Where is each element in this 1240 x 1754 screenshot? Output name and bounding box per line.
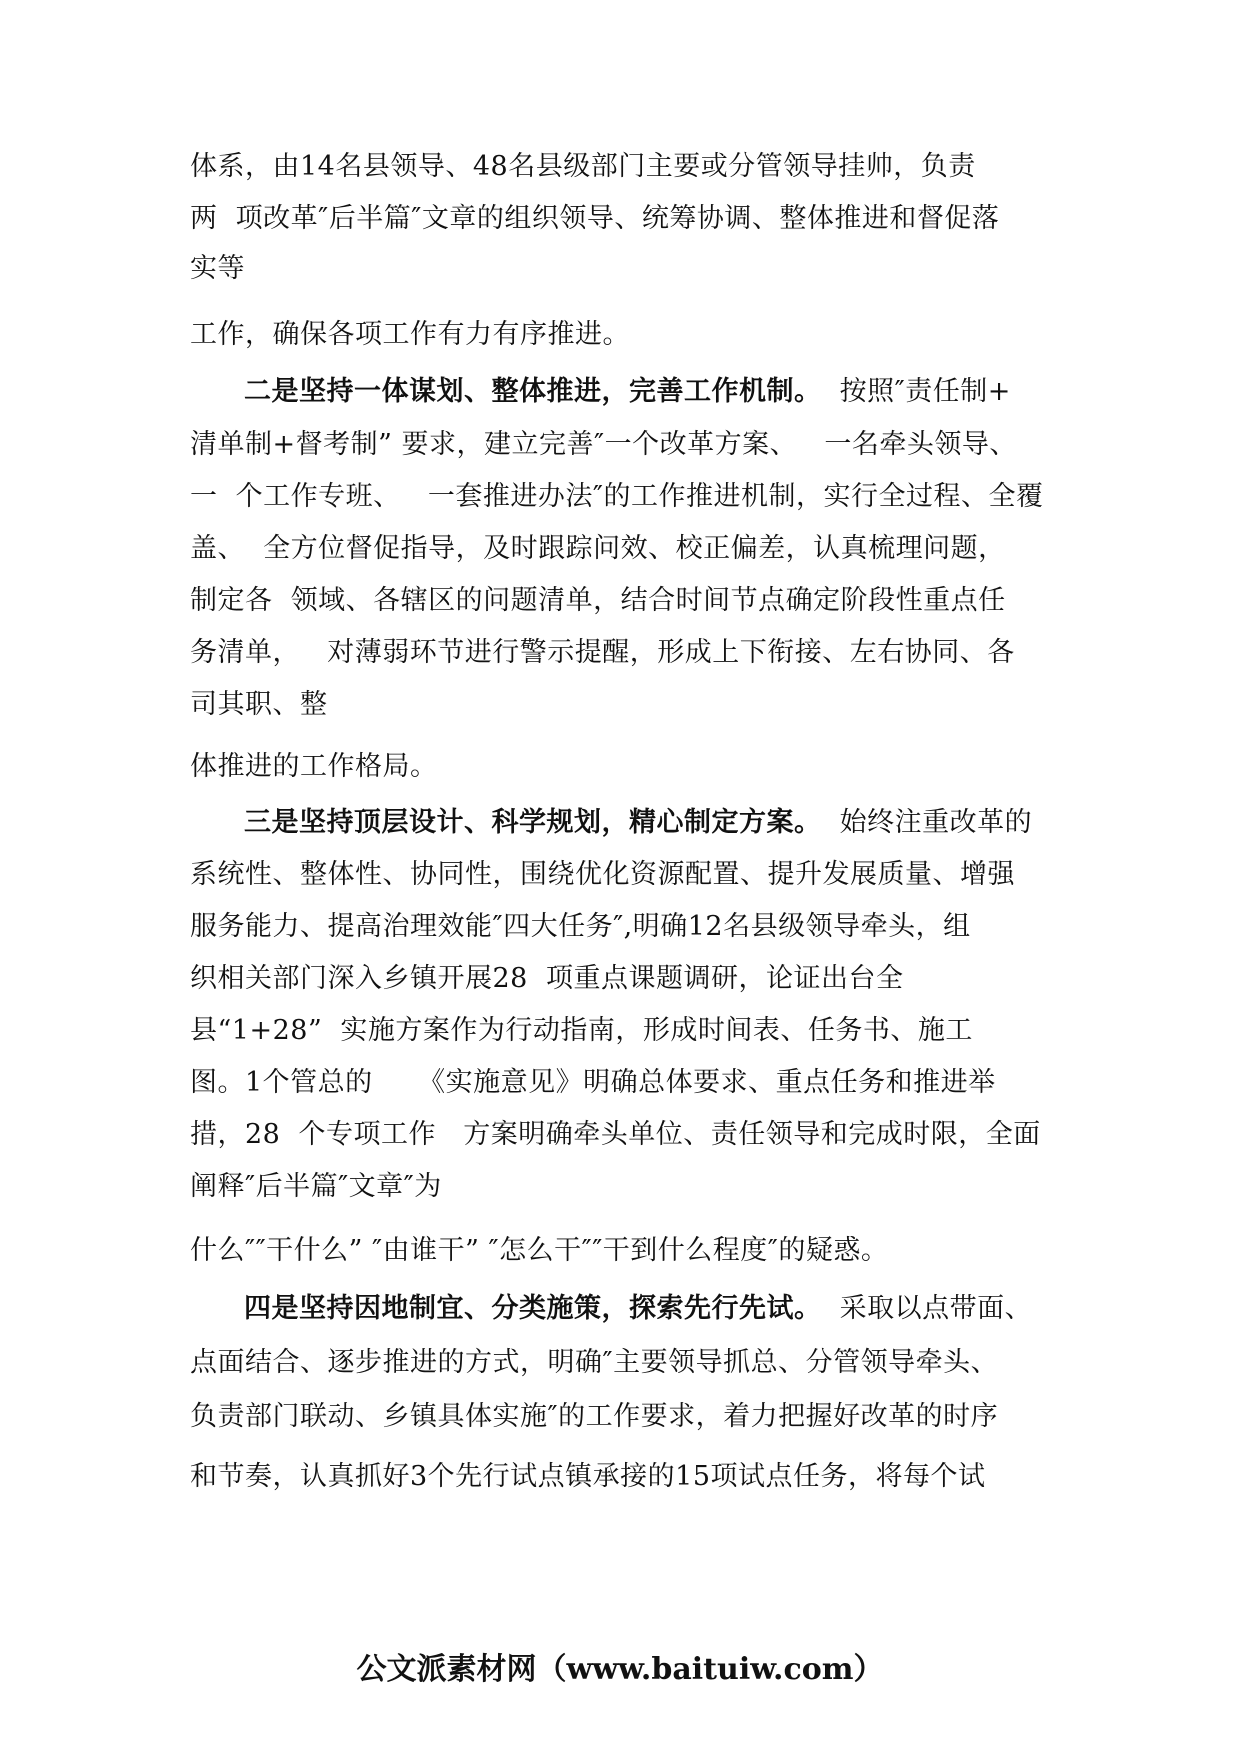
footer-watermark: 公文派素材网（www.baituiw.com） bbox=[356, 1652, 884, 1687]
text-line: 负责部门联动、乡镇具体实施″的工作要求，着力把握好改革的时序 bbox=[190, 1401, 999, 1432]
paragraph-heading-line: 二是坚持一体谋划、整体推进，完善工作机制。 按照″责任制+ bbox=[244, 376, 1011, 407]
text-line: 清单制+督考制” 要求，建立完善″一个改革方案、 一名牵头领导、 bbox=[190, 429, 1017, 460]
text-line: 务清单， 对薄弱环节进行警示提醒，形成上下衔接、左右协同、各 bbox=[190, 637, 1015, 668]
text-line: 工作，确保各项工作有力有序推进。 bbox=[190, 319, 630, 350]
text-line: 实等 bbox=[190, 253, 245, 284]
text-line: 和节奏，认真抓好3个先行试点镇承接的15项试点任务，将每个试 bbox=[190, 1461, 986, 1492]
paragraph-heading-line: 三是坚持顶层设计、科学规划，精心制定方案。 始终注重改革的 bbox=[244, 807, 1033, 838]
paragraph-heading: 四是坚持因地制宜、分类施策，探索先行先试。 bbox=[244, 1293, 822, 1324]
text-line: 系统性、整体性、协同性，围绕优化资源配置、提升发展质量、增强 bbox=[190, 859, 1015, 890]
text-line: 织相关部门深入乡镇开展28 项重点课题调研，论证出台全 bbox=[190, 963, 904, 994]
text-line: 什么″″干什么” ″由谁干” ″怎么干″″干到什么程度″的疑惑。 bbox=[190, 1235, 889, 1266]
text-line: 措，28 个专项工作 方案明确牵头单位、责任领导和完成时限，全面 bbox=[190, 1119, 1041, 1150]
paragraph-heading: 二是坚持一体谋划、整体推进，完善工作机制。 bbox=[244, 376, 822, 407]
text-line: 服务能力、提高治理效能″四大任务″,明确12名县级领导牵头，组 bbox=[190, 911, 971, 942]
text-line: 制定各 领域、各辖区的问题清单，结合时间节点确定阶段性重点任 bbox=[190, 585, 1006, 616]
text-line: 阐释″后半篇″文章″为 bbox=[190, 1171, 442, 1202]
text-line: 体推进的工作格局。 bbox=[190, 751, 438, 782]
paragraph-heading: 三是坚持顶层设计、科学规划，精心制定方案。 bbox=[244, 807, 822, 838]
text-line: 司其职、整 bbox=[190, 689, 328, 720]
text-line: 两 项改革″后半篇″文章的组织领导、统筹协调、整体推进和督促落 bbox=[190, 203, 1000, 234]
text-line: 图。1个管总的 《实施意见》明确总体要求、重点任务和推进举 bbox=[190, 1067, 996, 1098]
text-line: 体系，由14名县领导、48名县级部门主要或分管领导挂帅，负责 bbox=[190, 151, 976, 182]
text-line: 一 个工作专班、 一套推进办法″的工作推进机制，实行全过程、全覆 bbox=[190, 481, 1044, 512]
text-line: 县“1+28” 实施方案作为行动指南，形成时间表、任务书、施工 bbox=[190, 1015, 973, 1046]
text-line: 盖、 全方位督促指导，及时跟踪问效、校正偏差，认真梳理问题， bbox=[190, 533, 1006, 564]
text-line: 点面结合、逐步推进的方式，明确″主要领导抓总、分管领导牵头、 bbox=[190, 1347, 999, 1378]
paragraph-heading-line: 四是坚持因地制宜、分类施策，探索先行先试。 采取以点带面、 bbox=[244, 1293, 1033, 1324]
